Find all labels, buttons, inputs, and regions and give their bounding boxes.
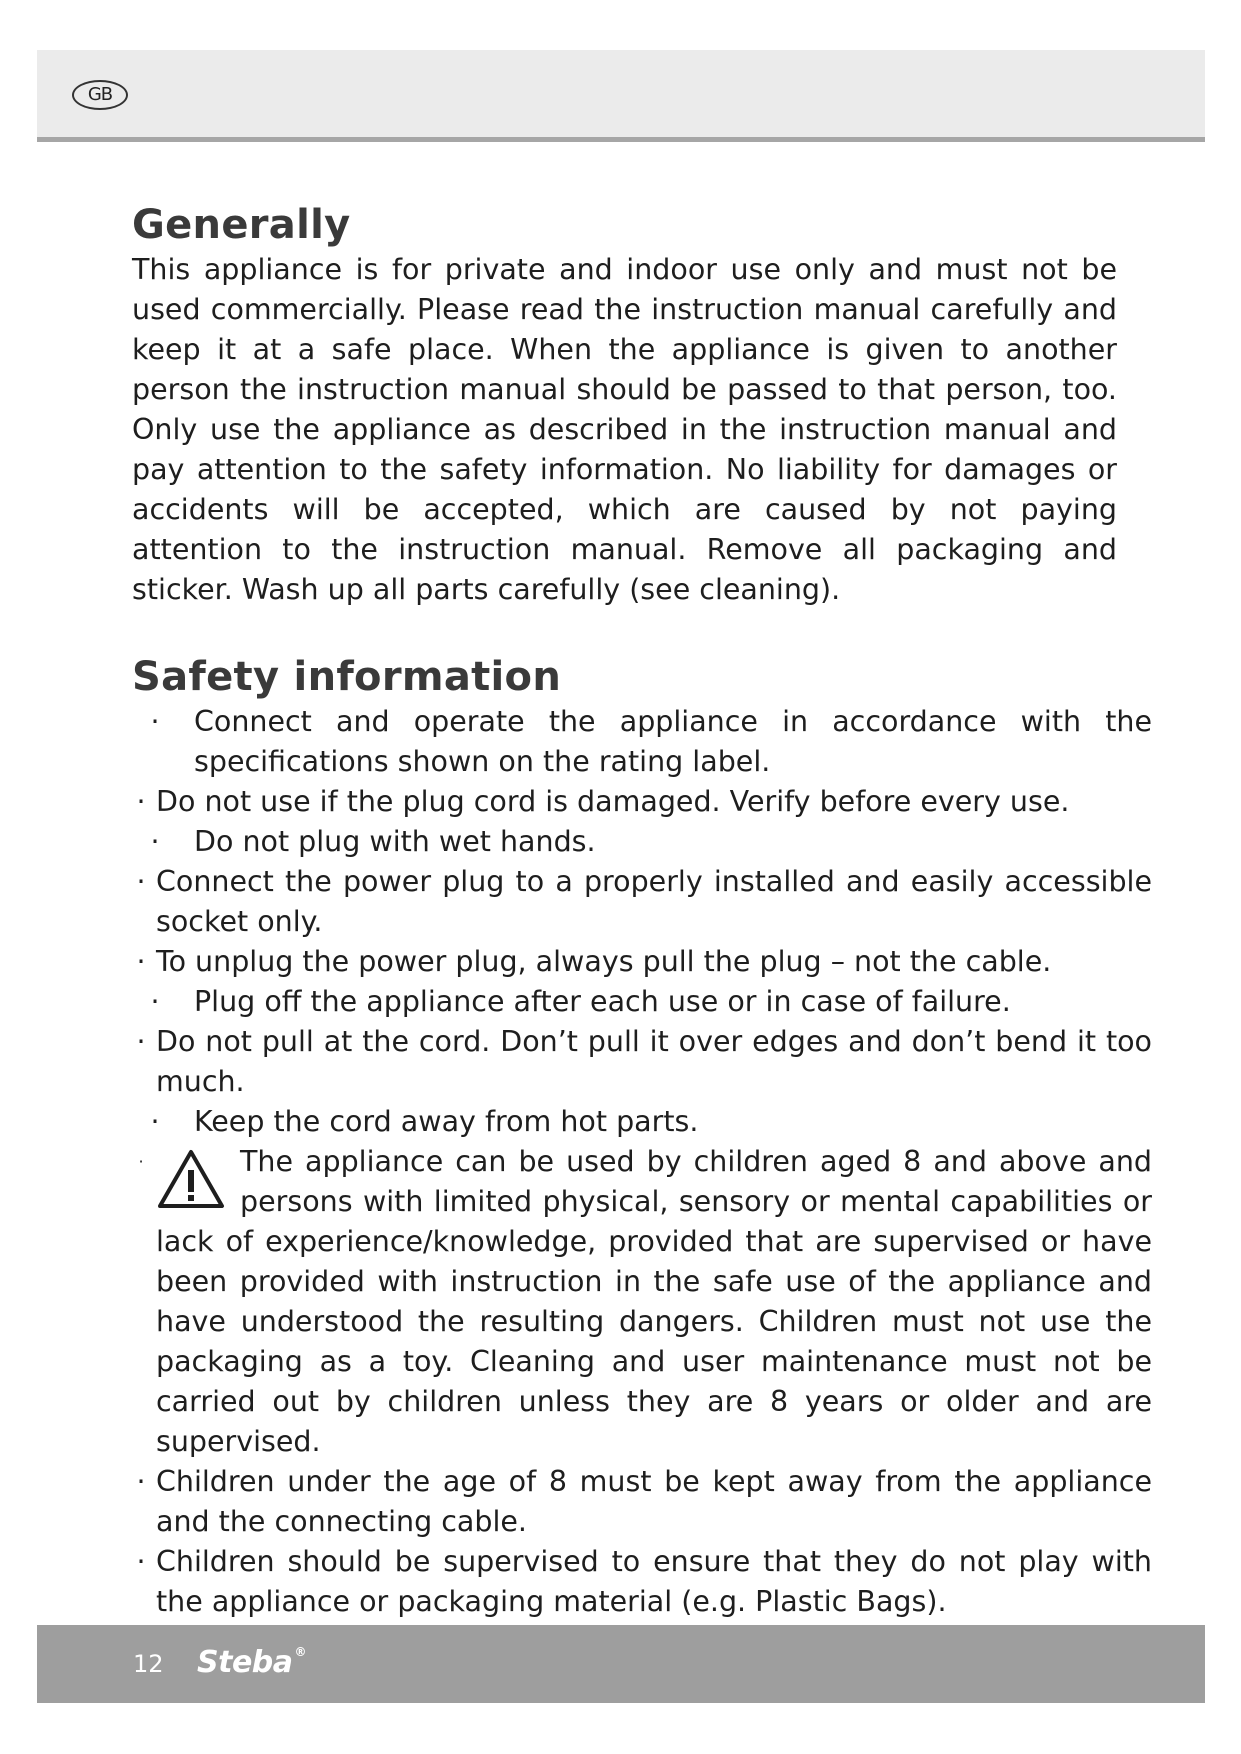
language-badge: GB	[72, 80, 128, 110]
list-item-text: Do not pull at the cord. Don’t pull it over edges and don’t bend it too much.	[156, 1025, 1152, 1098]
footer-bar	[37, 1625, 1205, 1703]
list-item-text: Plug off the appliance after each use or in case of failure.	[194, 985, 1011, 1018]
page-content	[132, 200, 1152, 1622]
list-item-text: Connect the power plug to a properly installed and easily accessible socket only.	[156, 865, 1152, 938]
bullet-icon: ·	[136, 1025, 146, 1058]
bullet-icon: ·	[136, 1465, 146, 1498]
list-item-warning	[132, 1142, 1152, 1462]
bullet-icon: ·	[136, 785, 146, 818]
bullet-icon: ·	[150, 1105, 160, 1138]
bullet-icon: ·	[150, 825, 160, 858]
list-item-text: Do not plug with wet hands.	[194, 825, 596, 858]
list-item	[132, 1542, 1152, 1622]
list-item	[132, 942, 1152, 982]
brand-logo: Steba ®	[197, 1645, 307, 1680]
list-item-text: Children under the age of 8 must be kept away from the appliance and the connecting cable.	[156, 1465, 1152, 1538]
list-item-text: Do not use if the plug cord is damaged. Verify before every use.	[156, 785, 1070, 818]
list-item-text: Children should be supervised to ensure that they do not play with the appliance or packaging material (e.g. Plastic Bags).	[156, 1545, 1152, 1618]
bullet-icon: ·	[136, 865, 146, 898]
section-title-safety: Safety information	[132, 654, 562, 700]
list-item	[132, 982, 1152, 1022]
section-title-generally: Generally	[132, 202, 351, 248]
list-item	[132, 1462, 1152, 1542]
warning-triangle-icon	[156, 1148, 226, 1210]
safety-list	[132, 702, 1152, 1622]
list-item	[132, 1022, 1152, 1102]
list-item	[132, 702, 1152, 782]
generally-paragraph: This appliance is for private and indoor use only and must not be used commercially. Please read the instruction manual carefully and keep it at a safe place. When the appliance is given to another person the instruction manual should be passed to that person, too. Only use the appliance as described in the instruction manual and pay attention to the safety information. No liability for damages or accidents will be accepted, which are caused by not paying attention to the instruction manual. Remove all packaging and sticker. Wash up all parts carefully (see cleaning).	[132, 253, 1117, 606]
bullet-icon: ·	[150, 985, 160, 1018]
bullet-icon: ·	[138, 1152, 144, 1171]
bullet-icon: ·	[136, 945, 146, 978]
list-item	[132, 862, 1152, 942]
list-item-text: To unplug the power plug, always pull the plug – not the cable.	[156, 945, 1052, 978]
list-item	[132, 822, 1152, 862]
list-item-text: Connect and operate the appliance in accordance with the specifications shown on the rating label.	[194, 705, 1152, 778]
list-item-text: Keep the cord away from hot parts.	[194, 1105, 699, 1138]
bullet-icon: ·	[136, 1545, 146, 1578]
bullet-icon: ·	[150, 705, 160, 738]
page-number: 12	[133, 1650, 164, 1678]
header-bar	[37, 50, 1205, 142]
list-item-text: The appliance can be used by children aged 8 and above and persons with limited physical, sensory or mental capabilities or lack of experience/knowledge, provided that are supervised or have been provided with instruction in the safe use of the appliance and have understood the resulting dangers. Children must not use the packaging as a toy. Cleaning and user maintenance must not be carried out by children unless they are 8 years or older and are supervised.	[156, 1145, 1152, 1458]
list-item	[132, 782, 1152, 822]
list-item	[132, 1102, 1152, 1142]
brand-logo-text: Steba	[197, 1645, 293, 1680]
